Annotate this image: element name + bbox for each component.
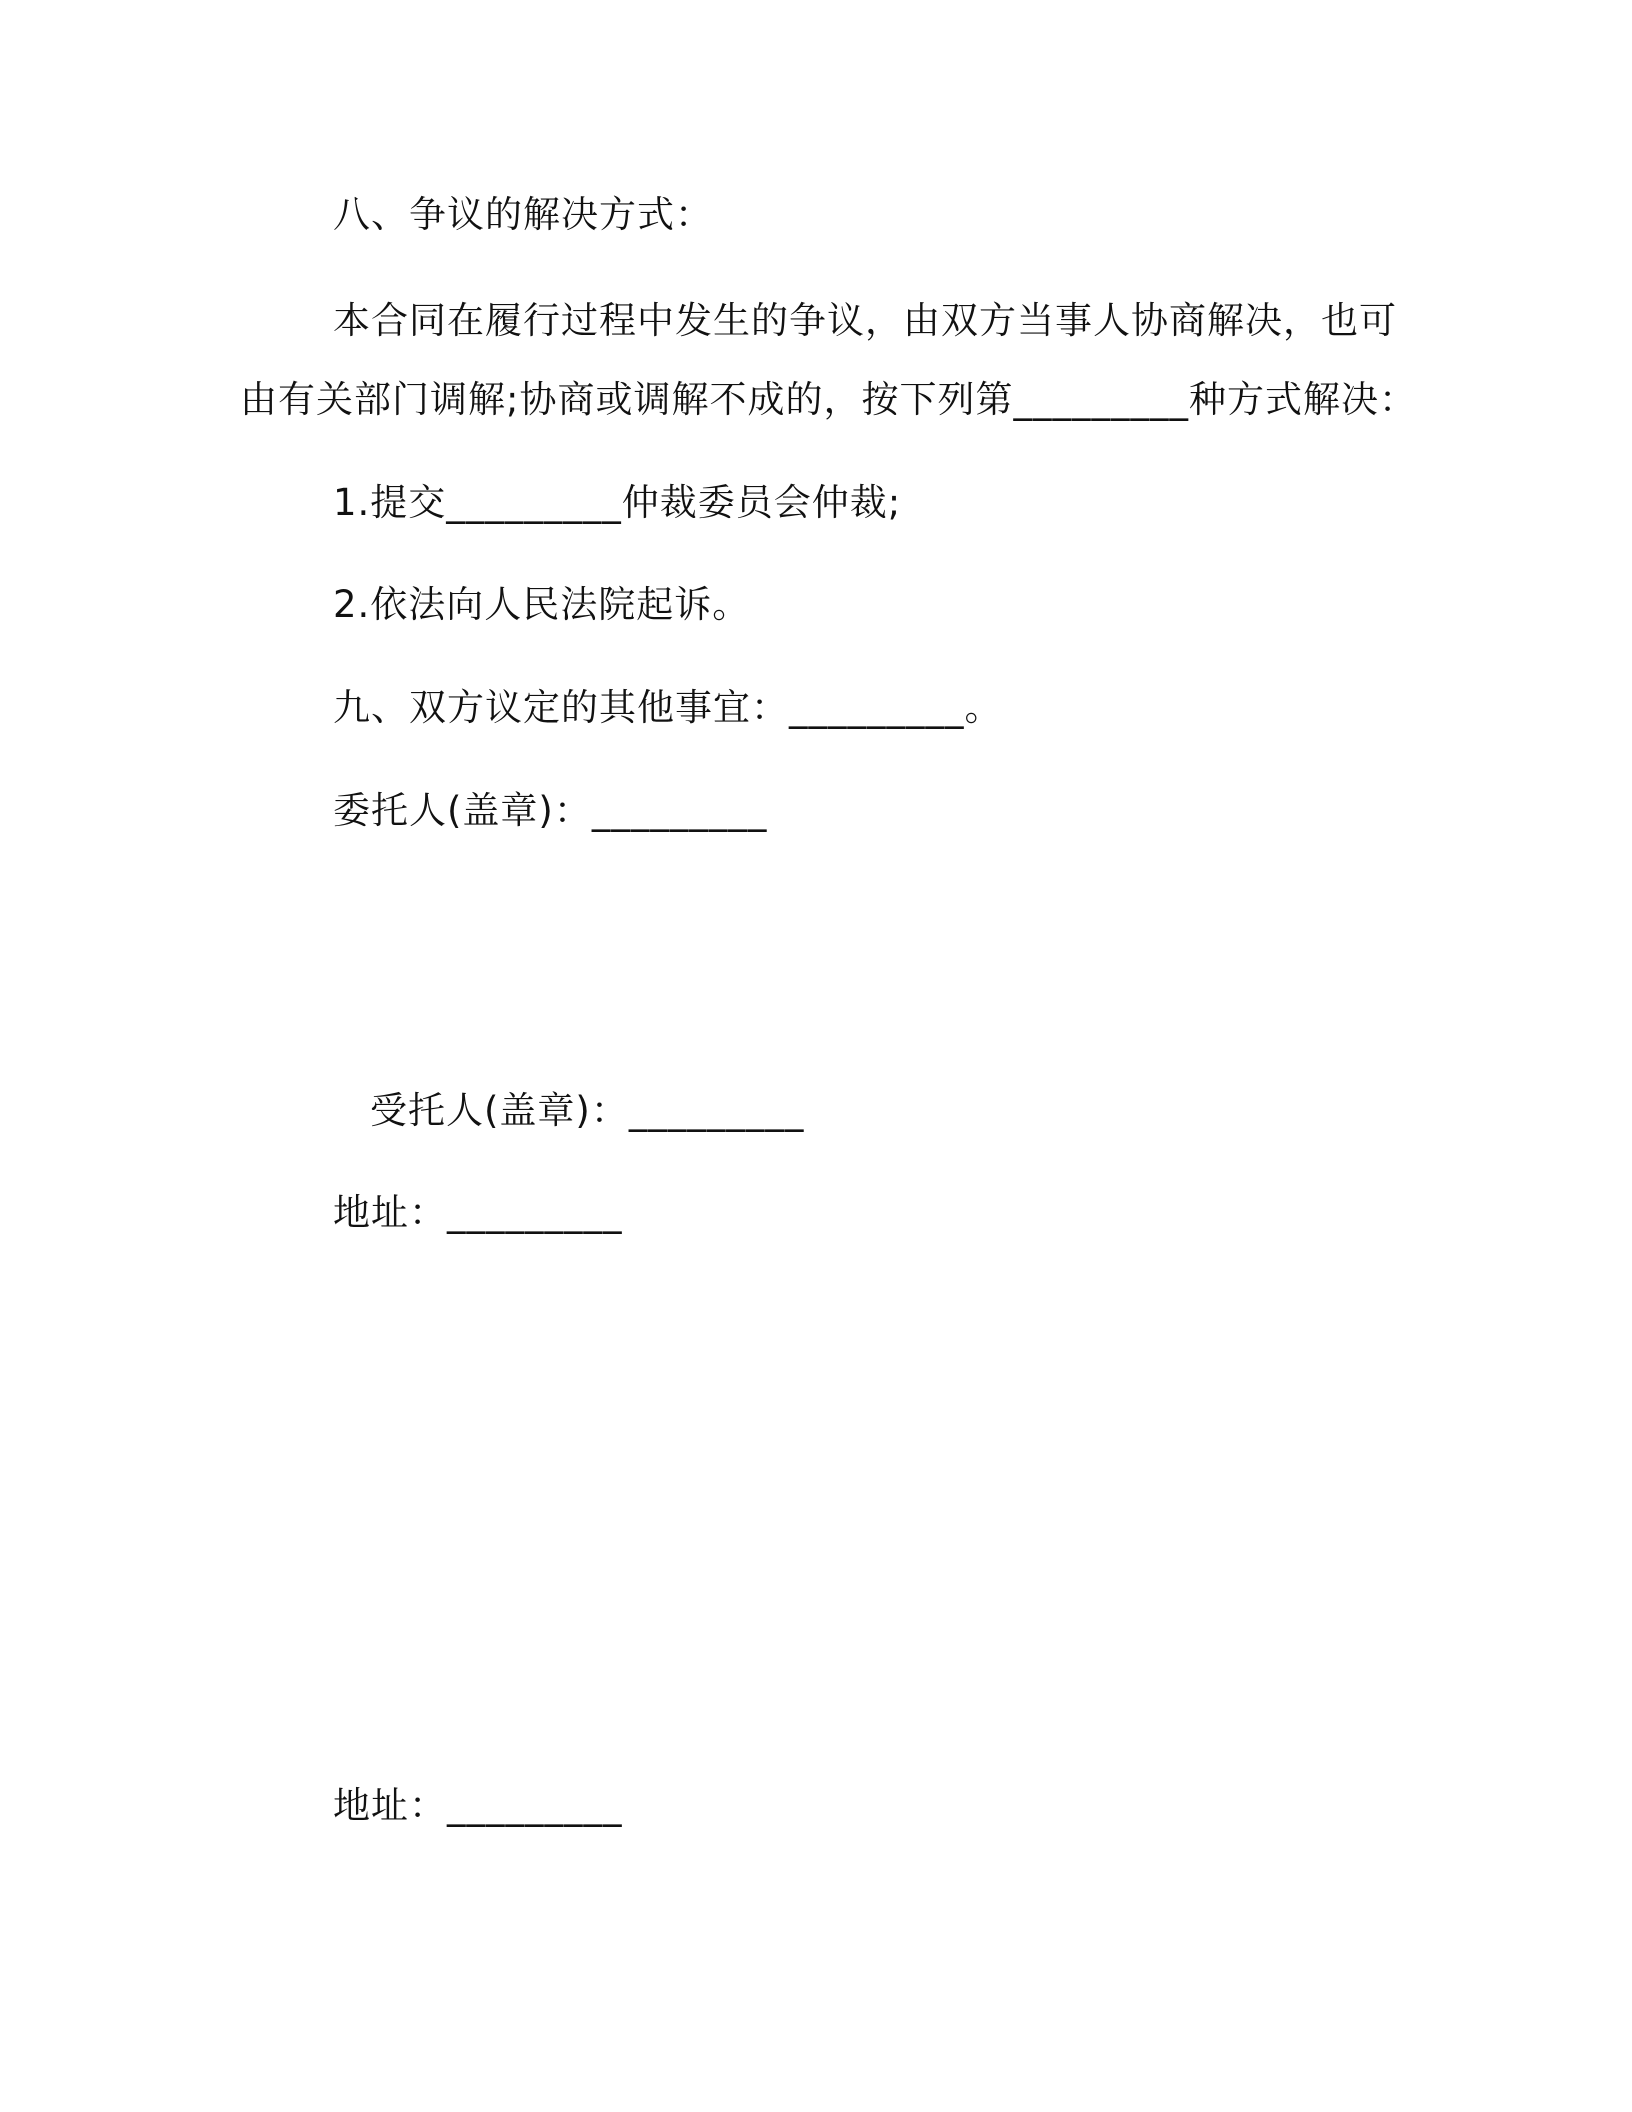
section-8-heading: 八、争议的解决方式： [333, 193, 713, 236]
section-8-paragraph-line-1: 本合同在履行过程中发生的争议，由双方当事人协商解决，也可 [333, 299, 1397, 342]
client-seal-line: 委托人(盖章)：_________ [333, 789, 768, 832]
client-address-line: 地址：_________ [333, 1191, 623, 1234]
section-9-text: 九、双方议定的其他事宜：_________。 [333, 686, 1003, 729]
section-8-paragraph-line-2: 由有关部门调解;协商或调解不成的，按下列第_________种方式解决： [240, 378, 1417, 421]
litigation-option: 2.依法向人民法院起诉。 [333, 583, 751, 626]
arbitration-option: 1.提交_________仲裁委员会仲裁; [333, 481, 902, 524]
contractor-seal-line: 受托人(盖章)：_________ [370, 1089, 805, 1132]
contractor-address-line: 地址：_________ [333, 1784, 623, 1827]
